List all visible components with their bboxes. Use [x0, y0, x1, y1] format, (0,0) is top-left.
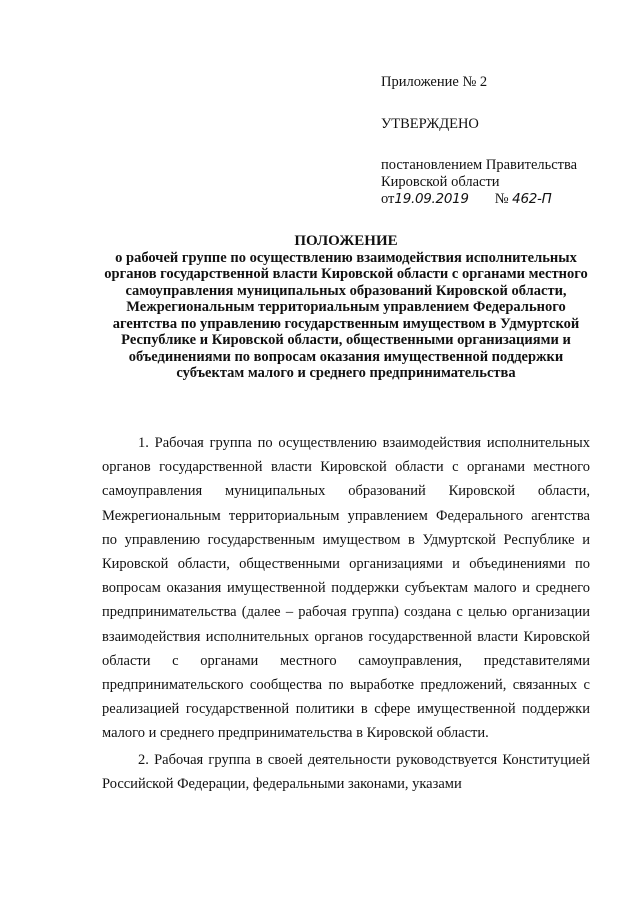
date-prefix: от [381, 191, 395, 207]
resolution-date-line [381, 191, 621, 208]
title-heading: ПОЛОЖЕНИЕ [294, 233, 398, 249]
document-title [96, 233, 596, 382]
resolution-line-1: постановлением Правительства [381, 157, 578, 173]
paragraph-1: 1. Рабочая группа по осуществлению взаимодействия исполнительных органов государственной власти Кировской области с органами местного самоуправления муниципальных образований Кировской области, Межрегиональным территориальным управлением Федерального агентства по управлению государственным имуществом в Удмуртской Республике и Кировской области, общественными организациями и объединениями по вопросам оказания имущественной поддержки субъектам малого и среднего предпринимательства (далее – рабочая группа) создана с целью организации взаимодействия исполнительных органов государственной власти Кировской области с органами местного самоуправления, представителями предпринимательского сообщества по выработке предложений, связанных с реализацией государственной политики в сфере имущественной поддержки малого и среднего предпринимательства в Кировской области. [102, 435, 590, 742]
handwritten-date: 19.09.2019 [394, 191, 469, 207]
approval-block [381, 74, 621, 208]
document-body [102, 431, 590, 796]
paragraph-2: 2. Рабочая группа в своей деятельности руководствуется Конституцией Российской Федерации, федеральными законами, указами [102, 751, 590, 792]
title-subtitle: о рабочей группе по осуществлению взаимодействия исполнительных органов государственной власти Кировской области с органами местного самоуправления муниципальных образований Кировской области, Межрегиональным территориальным управлением Федерального агентства по управлению государственным имуществом в Удмуртской Республике и Кировской области, общественными организациями и объединениями по вопросам оказания имущественной поддержки субъектам малого и среднего предпринимательства [104, 249, 588, 381]
appendix-number: Приложение № 2 [381, 74, 488, 90]
resolution-line-2: Кировской области [381, 174, 500, 190]
number-prefix: № [494, 191, 509, 207]
approved-stamp-text: УТВЕРЖДЕНО [381, 116, 479, 132]
handwritten-number: 462-П [512, 191, 552, 207]
